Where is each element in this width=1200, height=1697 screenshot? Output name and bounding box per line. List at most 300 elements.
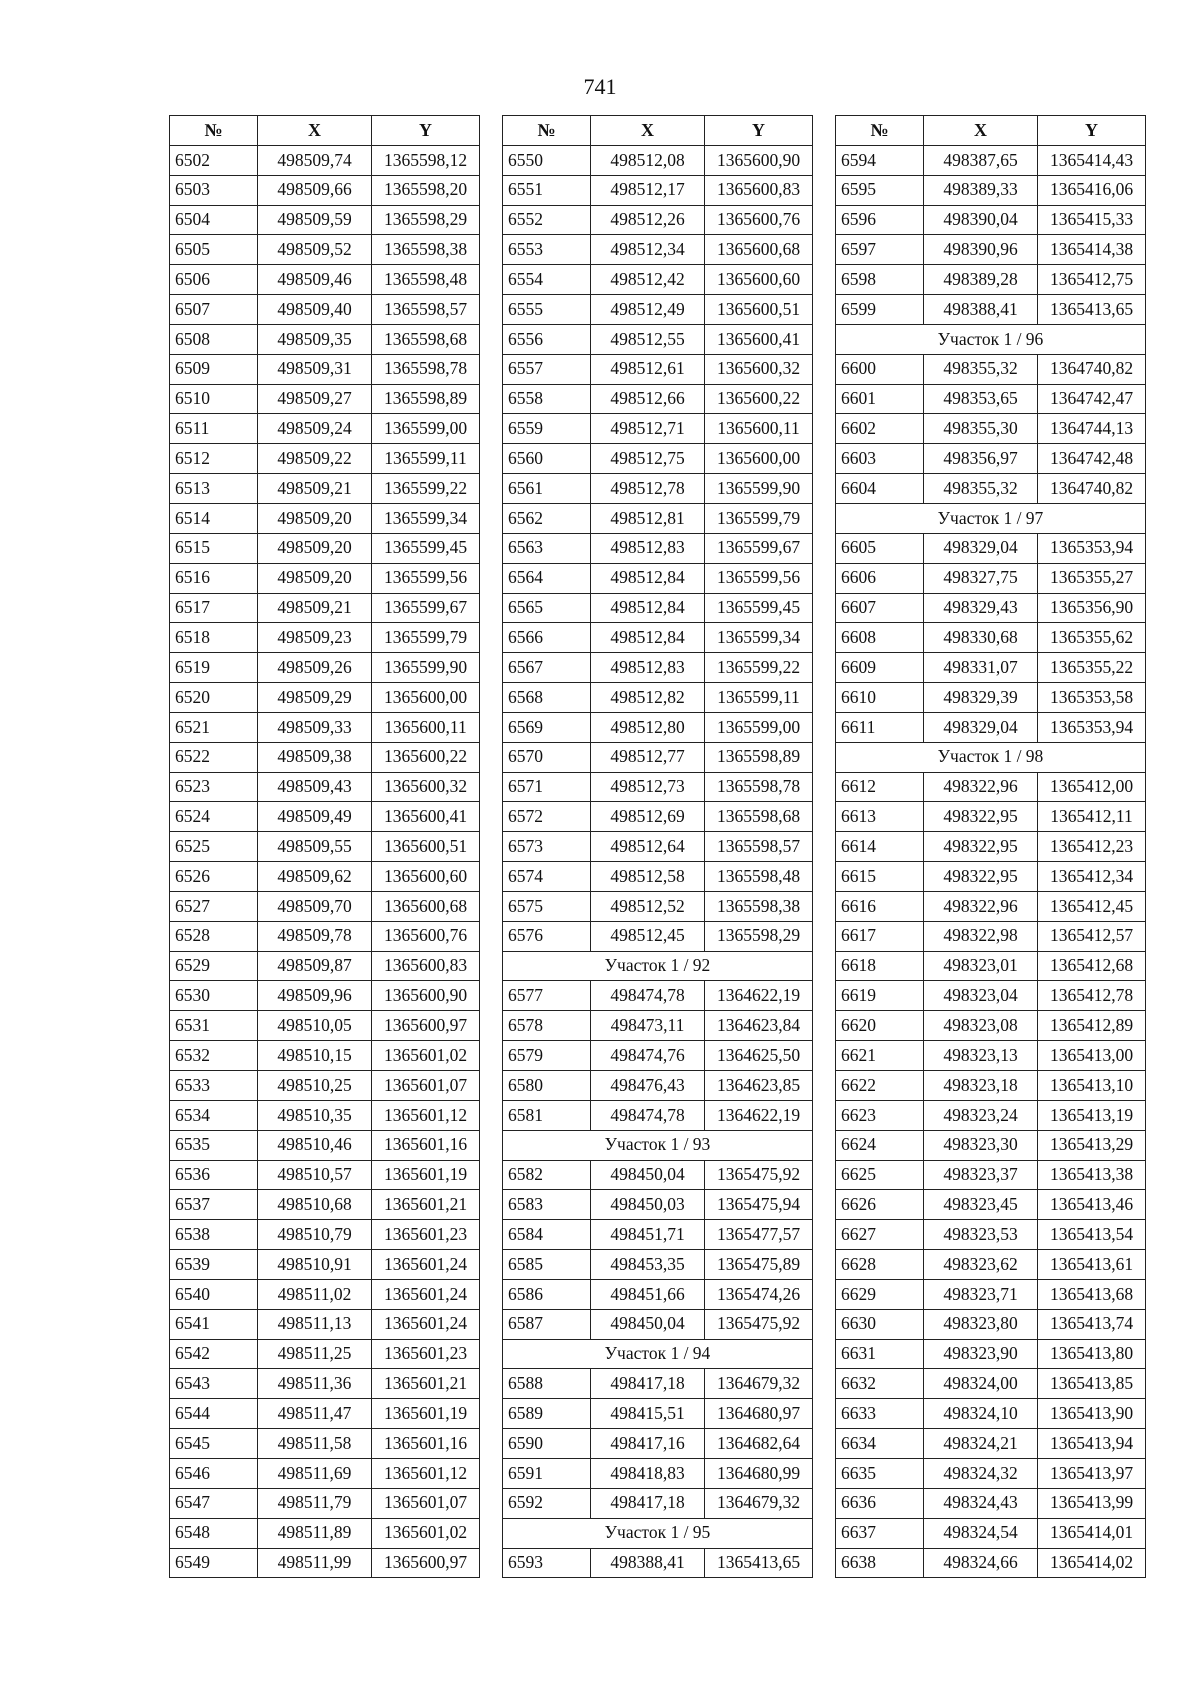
y-coordinate-cell: 1365601,23 bbox=[372, 1220, 480, 1250]
point-number-cell: 6563 bbox=[503, 533, 591, 563]
y-coordinate-cell: 1365412,11 bbox=[1038, 802, 1146, 832]
point-number-cell: 6548 bbox=[170, 1518, 258, 1548]
y-coordinate-cell: 1365474,26 bbox=[705, 1279, 813, 1309]
y-coordinate-cell: 1365600,68 bbox=[705, 235, 813, 265]
table-row bbox=[170, 384, 480, 414]
x-coordinate-cell: 498509,70 bbox=[258, 891, 372, 921]
x-coordinate-cell: 498323,04 bbox=[924, 981, 1038, 1011]
x-coordinate-cell: 498512,71 bbox=[591, 414, 705, 444]
point-number-cell: 6598 bbox=[836, 265, 924, 295]
table-row bbox=[170, 1548, 480, 1578]
table-row bbox=[503, 1041, 813, 1071]
x-coordinate-cell: 498509,20 bbox=[258, 503, 372, 533]
x-coordinate-cell: 498512,77 bbox=[591, 742, 705, 772]
point-number-cell: 6531 bbox=[170, 1011, 258, 1041]
point-number-cell: 6532 bbox=[170, 1041, 258, 1071]
point-number-cell: 6609 bbox=[836, 653, 924, 683]
x-coordinate-cell: 498390,04 bbox=[924, 205, 1038, 235]
point-number-cell: 6593 bbox=[503, 1548, 591, 1578]
y-coordinate-cell: 1365412,45 bbox=[1038, 891, 1146, 921]
table-row bbox=[836, 1548, 1146, 1578]
table-row bbox=[836, 414, 1146, 444]
point-number-cell: 6620 bbox=[836, 1011, 924, 1041]
table-row bbox=[170, 862, 480, 892]
y-coordinate-cell: 1365598,89 bbox=[372, 384, 480, 414]
point-number-cell: 6559 bbox=[503, 414, 591, 444]
section-row bbox=[503, 1518, 813, 1548]
table-row bbox=[170, 981, 480, 1011]
table-row bbox=[836, 295, 1146, 325]
x-coordinate-cell: 498324,10 bbox=[924, 1399, 1038, 1429]
x-coordinate-cell: 498512,42 bbox=[591, 265, 705, 295]
point-number-cell: 6567 bbox=[503, 653, 591, 683]
table-row bbox=[170, 1130, 480, 1160]
point-number-cell: 6552 bbox=[503, 205, 591, 235]
table-row bbox=[170, 414, 480, 444]
point-number-cell: 6526 bbox=[170, 862, 258, 892]
y-coordinate-cell: 1365598,38 bbox=[705, 891, 813, 921]
x-coordinate-cell: 498474,78 bbox=[591, 981, 705, 1011]
table-row bbox=[170, 1399, 480, 1429]
table-row bbox=[170, 145, 480, 175]
point-number-cell: 6588 bbox=[503, 1369, 591, 1399]
y-coordinate-cell: 1365598,48 bbox=[372, 265, 480, 295]
table-row bbox=[836, 235, 1146, 265]
table-row bbox=[503, 175, 813, 205]
y-coordinate-cell: 1365598,57 bbox=[705, 832, 813, 862]
point-number-cell: 6539 bbox=[170, 1250, 258, 1280]
point-number-cell: 6507 bbox=[170, 295, 258, 325]
point-number-cell: 6604 bbox=[836, 474, 924, 504]
y-coordinate-cell: 1364623,84 bbox=[705, 1011, 813, 1041]
x-coordinate-cell: 498323,01 bbox=[924, 951, 1038, 981]
point-number-cell: 6509 bbox=[170, 354, 258, 384]
x-coordinate-cell: 498511,58 bbox=[258, 1429, 372, 1459]
x-coordinate-cell: 498324,21 bbox=[924, 1429, 1038, 1459]
y-coordinate-cell: 1365414,38 bbox=[1038, 235, 1146, 265]
x-coordinate-cell: 498390,96 bbox=[924, 235, 1038, 265]
y-coordinate-cell: 1365600,22 bbox=[372, 742, 480, 772]
table-row bbox=[503, 324, 813, 354]
table-row bbox=[170, 235, 480, 265]
y-coordinate-cell: 1365599,11 bbox=[372, 444, 480, 474]
point-number-cell: 6580 bbox=[503, 1071, 591, 1101]
table-row bbox=[503, 1160, 813, 1190]
section-row bbox=[503, 951, 813, 981]
point-number-cell: 6570 bbox=[503, 742, 591, 772]
x-coordinate-cell: 498511,02 bbox=[258, 1279, 372, 1309]
point-number-cell: 6636 bbox=[836, 1488, 924, 1518]
table-row bbox=[170, 444, 480, 474]
y-coordinate-cell: 1365599,34 bbox=[372, 503, 480, 533]
point-number-cell: 6530 bbox=[170, 981, 258, 1011]
y-coordinate-cell: 1365600,32 bbox=[372, 772, 480, 802]
y-coordinate-cell: 1365601,07 bbox=[372, 1488, 480, 1518]
y-coordinate-cell: 1365599,67 bbox=[372, 593, 480, 623]
table-row bbox=[503, 1190, 813, 1220]
x-coordinate-cell: 498511,79 bbox=[258, 1488, 372, 1518]
point-number-cell: 6595 bbox=[836, 175, 924, 205]
y-coordinate-cell: 1365598,68 bbox=[705, 802, 813, 832]
x-coordinate-cell: 498353,65 bbox=[924, 384, 1038, 414]
y-coordinate-cell: 1365600,83 bbox=[372, 951, 480, 981]
point-number-cell: 6584 bbox=[503, 1220, 591, 1250]
point-number-cell: 6523 bbox=[170, 772, 258, 802]
table-row bbox=[836, 384, 1146, 414]
point-number-cell: 6586 bbox=[503, 1279, 591, 1309]
x-coordinate-cell: 498509,23 bbox=[258, 623, 372, 653]
x-coordinate-cell: 498511,99 bbox=[258, 1548, 372, 1578]
y-coordinate-cell: 1365353,58 bbox=[1038, 683, 1146, 713]
x-coordinate-cell: 498323,24 bbox=[924, 1100, 1038, 1130]
table-row bbox=[503, 1011, 813, 1041]
y-coordinate-cell: 1365598,29 bbox=[372, 205, 480, 235]
section-title: Участок 1 / 93 bbox=[503, 1130, 813, 1160]
table-row bbox=[170, 1220, 480, 1250]
table-row bbox=[170, 593, 480, 623]
point-number-cell: 6510 bbox=[170, 384, 258, 414]
y-coordinate-cell: 1365598,12 bbox=[372, 145, 480, 175]
point-number-cell: 6503 bbox=[170, 175, 258, 205]
x-coordinate-cell: 498512,81 bbox=[591, 503, 705, 533]
x-coordinate-cell: 498512,83 bbox=[591, 533, 705, 563]
table-row bbox=[503, 1548, 813, 1578]
y-coordinate-cell: 1365413,90 bbox=[1038, 1399, 1146, 1429]
table-row bbox=[503, 145, 813, 175]
y-coordinate-cell: 1365598,68 bbox=[372, 324, 480, 354]
section-row bbox=[836, 324, 1146, 354]
x-coordinate-cell: 498509,21 bbox=[258, 474, 372, 504]
table-row bbox=[836, 205, 1146, 235]
point-number-cell: 6516 bbox=[170, 563, 258, 593]
x-coordinate-cell: 498510,91 bbox=[258, 1250, 372, 1280]
x-coordinate-cell: 498450,03 bbox=[591, 1190, 705, 1220]
table-row bbox=[170, 623, 480, 653]
x-coordinate-cell: 498511,13 bbox=[258, 1309, 372, 1339]
y-coordinate-cell: 1365413,10 bbox=[1038, 1071, 1146, 1101]
table-row bbox=[836, 175, 1146, 205]
point-number-cell: 6600 bbox=[836, 354, 924, 384]
x-coordinate-cell: 498329,04 bbox=[924, 712, 1038, 742]
x-coordinate-cell: 498418,83 bbox=[591, 1458, 705, 1488]
point-number-cell: 6594 bbox=[836, 145, 924, 175]
x-coordinate-cell: 498474,78 bbox=[591, 1100, 705, 1130]
point-number-cell: 6511 bbox=[170, 414, 258, 444]
x-coordinate-cell: 498417,16 bbox=[591, 1429, 705, 1459]
x-coordinate-cell: 498509,22 bbox=[258, 444, 372, 474]
table-row bbox=[836, 1399, 1146, 1429]
y-coordinate-cell: 1365599,90 bbox=[372, 653, 480, 683]
table-row bbox=[170, 1518, 480, 1548]
point-number-cell: 6574 bbox=[503, 862, 591, 892]
y-coordinate-cell: 1365355,22 bbox=[1038, 653, 1146, 683]
header-y: Y bbox=[372, 116, 480, 146]
table-row bbox=[836, 354, 1146, 384]
x-coordinate-cell: 498389,33 bbox=[924, 175, 1038, 205]
point-number-cell: 6527 bbox=[170, 891, 258, 921]
x-coordinate-cell: 498322,95 bbox=[924, 832, 1038, 862]
point-number-cell: 6543 bbox=[170, 1369, 258, 1399]
x-coordinate-cell: 498450,04 bbox=[591, 1160, 705, 1190]
x-coordinate-cell: 498510,05 bbox=[258, 1011, 372, 1041]
y-coordinate-cell: 1365600,22 bbox=[705, 384, 813, 414]
y-coordinate-cell: 1365599,79 bbox=[372, 623, 480, 653]
table-row bbox=[503, 623, 813, 653]
x-coordinate-cell: 498323,71 bbox=[924, 1279, 1038, 1309]
table-row bbox=[503, 444, 813, 474]
x-coordinate-cell: 498323,08 bbox=[924, 1011, 1038, 1041]
table-row bbox=[836, 444, 1146, 474]
x-coordinate-cell: 498323,45 bbox=[924, 1190, 1038, 1220]
table-row bbox=[503, 802, 813, 832]
y-coordinate-cell: 1365600,90 bbox=[372, 981, 480, 1011]
y-coordinate-cell: 1365353,94 bbox=[1038, 533, 1146, 563]
table-row bbox=[503, 772, 813, 802]
y-coordinate-cell: 1364622,19 bbox=[705, 981, 813, 1011]
y-coordinate-cell: 1364625,50 bbox=[705, 1041, 813, 1071]
table-row bbox=[836, 951, 1146, 981]
y-coordinate-cell: 1365413,00 bbox=[1038, 1041, 1146, 1071]
point-number-cell: 6621 bbox=[836, 1041, 924, 1071]
y-coordinate-cell: 1365600,60 bbox=[372, 862, 480, 892]
point-number-cell: 6596 bbox=[836, 205, 924, 235]
coordinates-table-2 bbox=[502, 115, 813, 1578]
table-row bbox=[170, 563, 480, 593]
point-number-cell: 6613 bbox=[836, 802, 924, 832]
header-number: № bbox=[170, 116, 258, 146]
x-coordinate-cell: 498323,18 bbox=[924, 1071, 1038, 1101]
x-coordinate-cell: 498510,25 bbox=[258, 1071, 372, 1101]
x-coordinate-cell: 498417,18 bbox=[591, 1488, 705, 1518]
y-coordinate-cell: 1365600,76 bbox=[372, 921, 480, 951]
point-number-cell: 6606 bbox=[836, 563, 924, 593]
table-row bbox=[836, 772, 1146, 802]
table-row bbox=[170, 921, 480, 951]
point-number-cell: 6612 bbox=[836, 772, 924, 802]
y-coordinate-cell: 1365356,90 bbox=[1038, 593, 1146, 623]
point-number-cell: 6571 bbox=[503, 772, 591, 802]
table-row bbox=[170, 324, 480, 354]
table-row bbox=[836, 1279, 1146, 1309]
x-coordinate-cell: 498474,76 bbox=[591, 1041, 705, 1071]
y-coordinate-cell: 1364623,85 bbox=[705, 1071, 813, 1101]
y-coordinate-cell: 1365598,89 bbox=[705, 742, 813, 772]
y-coordinate-cell: 1365416,06 bbox=[1038, 175, 1146, 205]
table-row bbox=[503, 1071, 813, 1101]
x-coordinate-cell: 498509,87 bbox=[258, 951, 372, 981]
table-row bbox=[170, 265, 480, 295]
table-row bbox=[836, 563, 1146, 593]
point-number-cell: 6515 bbox=[170, 533, 258, 563]
y-coordinate-cell: 1365600,00 bbox=[372, 683, 480, 713]
table-row bbox=[170, 474, 480, 504]
x-coordinate-cell: 498387,65 bbox=[924, 145, 1038, 175]
point-number-cell: 6529 bbox=[170, 951, 258, 981]
y-coordinate-cell: 1364622,19 bbox=[705, 1100, 813, 1130]
x-coordinate-cell: 498512,49 bbox=[591, 295, 705, 325]
y-coordinate-cell: 1365355,62 bbox=[1038, 623, 1146, 653]
x-coordinate-cell: 498511,36 bbox=[258, 1369, 372, 1399]
point-number-cell: 6589 bbox=[503, 1399, 591, 1429]
point-number-cell: 6635 bbox=[836, 1458, 924, 1488]
point-number-cell: 6512 bbox=[170, 444, 258, 474]
table-row bbox=[503, 712, 813, 742]
table-row bbox=[836, 1518, 1146, 1548]
x-coordinate-cell: 498512,52 bbox=[591, 891, 705, 921]
x-coordinate-cell: 498355,30 bbox=[924, 414, 1038, 444]
point-number-cell: 6533 bbox=[170, 1071, 258, 1101]
x-coordinate-cell: 498324,32 bbox=[924, 1458, 1038, 1488]
point-number-cell: 6569 bbox=[503, 712, 591, 742]
table-row bbox=[503, 891, 813, 921]
table-row bbox=[836, 1488, 1146, 1518]
point-number-cell: 6581 bbox=[503, 1100, 591, 1130]
y-coordinate-cell: 1365600,41 bbox=[705, 324, 813, 354]
table-row bbox=[836, 1369, 1146, 1399]
table-row bbox=[170, 1071, 480, 1101]
y-coordinate-cell: 1365598,38 bbox=[372, 235, 480, 265]
coordinates-table-3 bbox=[835, 115, 1146, 1578]
table-row bbox=[503, 1399, 813, 1429]
y-coordinate-cell: 1365599,56 bbox=[705, 563, 813, 593]
x-coordinate-cell: 498512,58 bbox=[591, 862, 705, 892]
point-number-cell: 6536 bbox=[170, 1160, 258, 1190]
table-row bbox=[170, 1458, 480, 1488]
y-coordinate-cell: 1365600,97 bbox=[372, 1011, 480, 1041]
x-coordinate-cell: 498415,51 bbox=[591, 1399, 705, 1429]
section-row bbox=[836, 742, 1146, 772]
x-coordinate-cell: 498512,61 bbox=[591, 354, 705, 384]
y-coordinate-cell: 1365475,92 bbox=[705, 1160, 813, 1190]
table-row bbox=[836, 1071, 1146, 1101]
table-row bbox=[836, 712, 1146, 742]
point-number-cell: 6601 bbox=[836, 384, 924, 414]
point-number-cell: 6576 bbox=[503, 921, 591, 951]
x-coordinate-cell: 498509,20 bbox=[258, 563, 372, 593]
table-row bbox=[170, 295, 480, 325]
table-row bbox=[170, 1279, 480, 1309]
section-title: Участок 1 / 94 bbox=[503, 1339, 813, 1369]
x-coordinate-cell: 498323,90 bbox=[924, 1339, 1038, 1369]
table-row bbox=[170, 1160, 480, 1190]
y-coordinate-cell: 1364680,99 bbox=[705, 1458, 813, 1488]
y-coordinate-cell: 1365355,27 bbox=[1038, 563, 1146, 593]
table-row bbox=[836, 1011, 1146, 1041]
point-number-cell: 6561 bbox=[503, 474, 591, 504]
y-coordinate-cell: 1365413,54 bbox=[1038, 1220, 1146, 1250]
point-number-cell: 6623 bbox=[836, 1100, 924, 1130]
y-coordinate-cell: 1365475,92 bbox=[705, 1309, 813, 1339]
y-coordinate-cell: 1365601,12 bbox=[372, 1100, 480, 1130]
x-coordinate-cell: 498509,29 bbox=[258, 683, 372, 713]
table-row bbox=[836, 653, 1146, 683]
point-number-cell: 6615 bbox=[836, 862, 924, 892]
table-row bbox=[503, 563, 813, 593]
x-coordinate-cell: 498509,96 bbox=[258, 981, 372, 1011]
x-coordinate-cell: 498453,35 bbox=[591, 1250, 705, 1280]
x-coordinate-cell: 498511,47 bbox=[258, 1399, 372, 1429]
point-number-cell: 6565 bbox=[503, 593, 591, 623]
x-coordinate-cell: 498512,82 bbox=[591, 683, 705, 713]
header-x: X bbox=[258, 116, 372, 146]
table-row bbox=[170, 1339, 480, 1369]
x-coordinate-cell: 498329,39 bbox=[924, 683, 1038, 713]
table-row bbox=[836, 145, 1146, 175]
x-coordinate-cell: 498509,35 bbox=[258, 324, 372, 354]
point-number-cell: 6522 bbox=[170, 742, 258, 772]
x-coordinate-cell: 498473,11 bbox=[591, 1011, 705, 1041]
table-row bbox=[836, 623, 1146, 653]
y-coordinate-cell: 1364679,32 bbox=[705, 1488, 813, 1518]
x-coordinate-cell: 498329,04 bbox=[924, 533, 1038, 563]
x-coordinate-cell: 498510,68 bbox=[258, 1190, 372, 1220]
header-y: Y bbox=[705, 116, 813, 146]
table-row bbox=[836, 533, 1146, 563]
table-row bbox=[836, 593, 1146, 623]
y-coordinate-cell: 1365413,29 bbox=[1038, 1130, 1146, 1160]
x-coordinate-cell: 498323,80 bbox=[924, 1309, 1038, 1339]
table-row bbox=[503, 653, 813, 683]
y-coordinate-cell: 1365412,75 bbox=[1038, 265, 1146, 295]
y-coordinate-cell: 1365600,11 bbox=[705, 414, 813, 444]
point-number-cell: 6550 bbox=[503, 145, 591, 175]
y-coordinate-cell: 1365477,57 bbox=[705, 1220, 813, 1250]
table-row bbox=[503, 474, 813, 504]
y-coordinate-cell: 1365600,41 bbox=[372, 802, 480, 832]
table-row bbox=[170, 533, 480, 563]
x-coordinate-cell: 498512,45 bbox=[591, 921, 705, 951]
x-coordinate-cell: 498323,62 bbox=[924, 1250, 1038, 1280]
table-row bbox=[170, 832, 480, 862]
x-coordinate-cell: 498329,43 bbox=[924, 593, 1038, 623]
y-coordinate-cell: 1365412,78 bbox=[1038, 981, 1146, 1011]
table-row bbox=[503, 593, 813, 623]
x-coordinate-cell: 498388,41 bbox=[924, 295, 1038, 325]
x-coordinate-cell: 498512,80 bbox=[591, 712, 705, 742]
table-row bbox=[503, 1488, 813, 1518]
section-row bbox=[836, 503, 1146, 533]
section-row bbox=[503, 1130, 813, 1160]
y-coordinate-cell: 1365475,94 bbox=[705, 1190, 813, 1220]
point-number-cell: 6625 bbox=[836, 1160, 924, 1190]
y-coordinate-cell: 1365353,94 bbox=[1038, 712, 1146, 742]
y-coordinate-cell: 1365600,90 bbox=[705, 145, 813, 175]
y-coordinate-cell: 1365600,11 bbox=[372, 712, 480, 742]
point-number-cell: 6568 bbox=[503, 683, 591, 713]
point-number-cell: 6633 bbox=[836, 1399, 924, 1429]
table-row bbox=[170, 1011, 480, 1041]
x-coordinate-cell: 498512,78 bbox=[591, 474, 705, 504]
y-coordinate-cell: 1365414,01 bbox=[1038, 1518, 1146, 1548]
x-coordinate-cell: 498512,84 bbox=[591, 623, 705, 653]
y-coordinate-cell: 1365412,68 bbox=[1038, 951, 1146, 981]
header-number: № bbox=[836, 116, 924, 146]
table-row bbox=[170, 175, 480, 205]
y-coordinate-cell: 1365413,94 bbox=[1038, 1429, 1146, 1459]
y-coordinate-cell: 1365600,97 bbox=[372, 1548, 480, 1578]
point-number-cell: 6544 bbox=[170, 1399, 258, 1429]
point-number-cell: 6608 bbox=[836, 623, 924, 653]
section-title: Участок 1 / 96 bbox=[836, 324, 1146, 354]
point-number-cell: 6626 bbox=[836, 1190, 924, 1220]
table-row bbox=[503, 205, 813, 235]
y-coordinate-cell: 1365601,23 bbox=[372, 1339, 480, 1369]
y-coordinate-cell: 1365599,11 bbox=[705, 683, 813, 713]
point-number-cell: 6605 bbox=[836, 533, 924, 563]
header-x: X bbox=[591, 116, 705, 146]
point-number-cell: 6514 bbox=[170, 503, 258, 533]
x-coordinate-cell: 498323,53 bbox=[924, 1220, 1038, 1250]
